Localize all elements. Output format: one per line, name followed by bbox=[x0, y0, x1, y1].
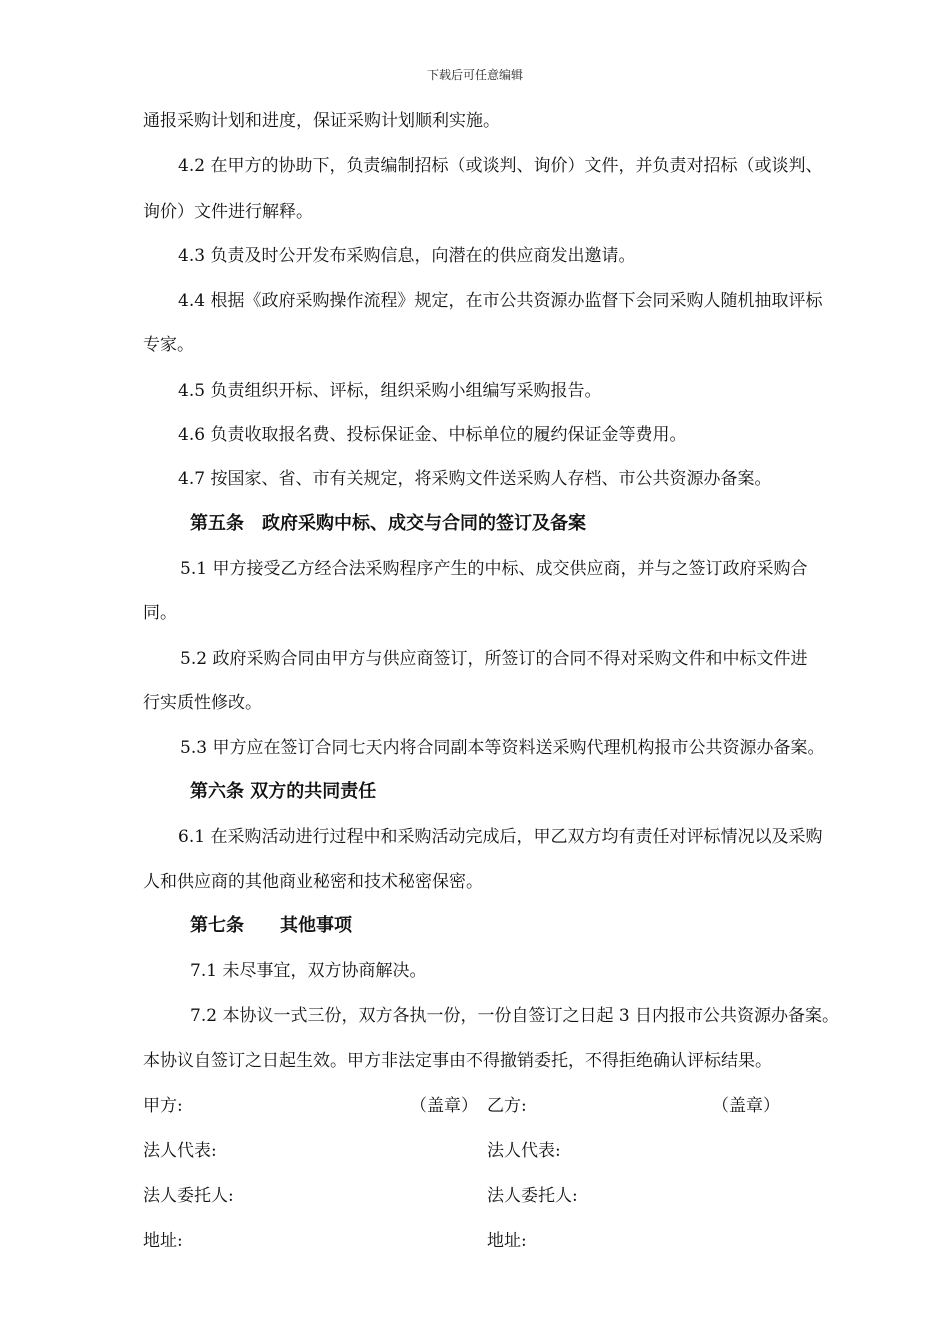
clause-6-1: 6.1 在采购活动进行过程中和采购活动完成后，甲乙双方均有责任对评标情况以及采购 bbox=[178, 827, 823, 847]
party-a-representative: 法人代表: bbox=[143, 1141, 217, 1161]
clause-5-1: 5.1 甲方接受乙方经合法采购程序产生的中标、成交供应商，并与之签订政府采购合 bbox=[180, 559, 808, 579]
party-a-agent: 法人委托人: bbox=[143, 1186, 234, 1206]
body-line: 询价）文件进行解释。 bbox=[143, 202, 313, 222]
clause-5-3: 5.3 甲方应在签订合同七天内将合同副本等资料送采购代理机构报市公共资源办备案。 bbox=[180, 738, 825, 758]
clause-4-7: 4.7 按国家、省、市有关规定，将采购文件送采购人存档、市公共资源办备案。 bbox=[178, 469, 772, 489]
clause-4-4: 4.4 根据《政府采购操作流程》规定，在市公共资源办监督下会同采购人随机抽取评标 bbox=[178, 291, 823, 311]
party-b-label: 乙方: bbox=[487, 1096, 527, 1116]
clause-7-2: 7.2 本协议一式三份，双方各执一份，一份自签订之日起 3 日内报市公共资源办备案。 bbox=[190, 1006, 840, 1026]
body-line: 同。 bbox=[143, 603, 177, 623]
party-b-agent: 法人委托人: bbox=[487, 1186, 578, 1206]
article-6-heading: 第六条 双方的共同责任 bbox=[190, 781, 377, 802]
clause-4-3: 4.3 负责及时公开发布采购信息，向潜在的供应商发出邀请。 bbox=[178, 246, 636, 266]
party-a-label: 甲方: bbox=[143, 1096, 183, 1116]
body-line: 专家。 bbox=[143, 335, 194, 355]
party-a-address: 地址: bbox=[143, 1231, 183, 1251]
clause-4-6: 4.6 负责收取报名费、投标保证金、中标单位的履约保证金等费用。 bbox=[178, 425, 687, 445]
clause-4-2: 4.2 在甲方的协助下，负责编制招标（或谈判、询价）文件，并负责对招标（或谈判、 bbox=[178, 156, 823, 176]
body-line: 通报采购计划和进度，保证采购计划顺利实施。 bbox=[143, 111, 500, 131]
party-b-representative: 法人代表: bbox=[487, 1141, 561, 1161]
article-7-heading: 第七条 其他事项 bbox=[190, 915, 352, 936]
body-line: 人和供应商的其他商业秘密和技术秘密保密。 bbox=[143, 872, 483, 892]
party-a-seal: （盖章） bbox=[410, 1096, 478, 1116]
clause-7-1: 7.1 未尽事宜，双方协商解决。 bbox=[190, 961, 427, 981]
article-5-heading: 第五条 政府采购中标、成交与合同的签订及备案 bbox=[190, 513, 586, 534]
clause-4-5: 4.5 负责组织开标、评标，组织采购小组编写采购报告。 bbox=[178, 381, 602, 401]
clause-5-2: 5.2 政府采购合同由甲方与供应商签订，所签订的合同不得对采购文件和中标文件进 bbox=[180, 649, 808, 669]
party-b-address: 地址: bbox=[487, 1231, 527, 1251]
page-header: 下载后可任意编辑 bbox=[426, 68, 523, 82]
body-line: 本协议自签订之日起生效。甲方非法定事由不得撤销委托，不得拒绝确认评标结果。 bbox=[143, 1051, 772, 1071]
party-b-seal: （盖章） bbox=[712, 1096, 780, 1116]
body-line: 行实质性修改。 bbox=[143, 693, 262, 713]
